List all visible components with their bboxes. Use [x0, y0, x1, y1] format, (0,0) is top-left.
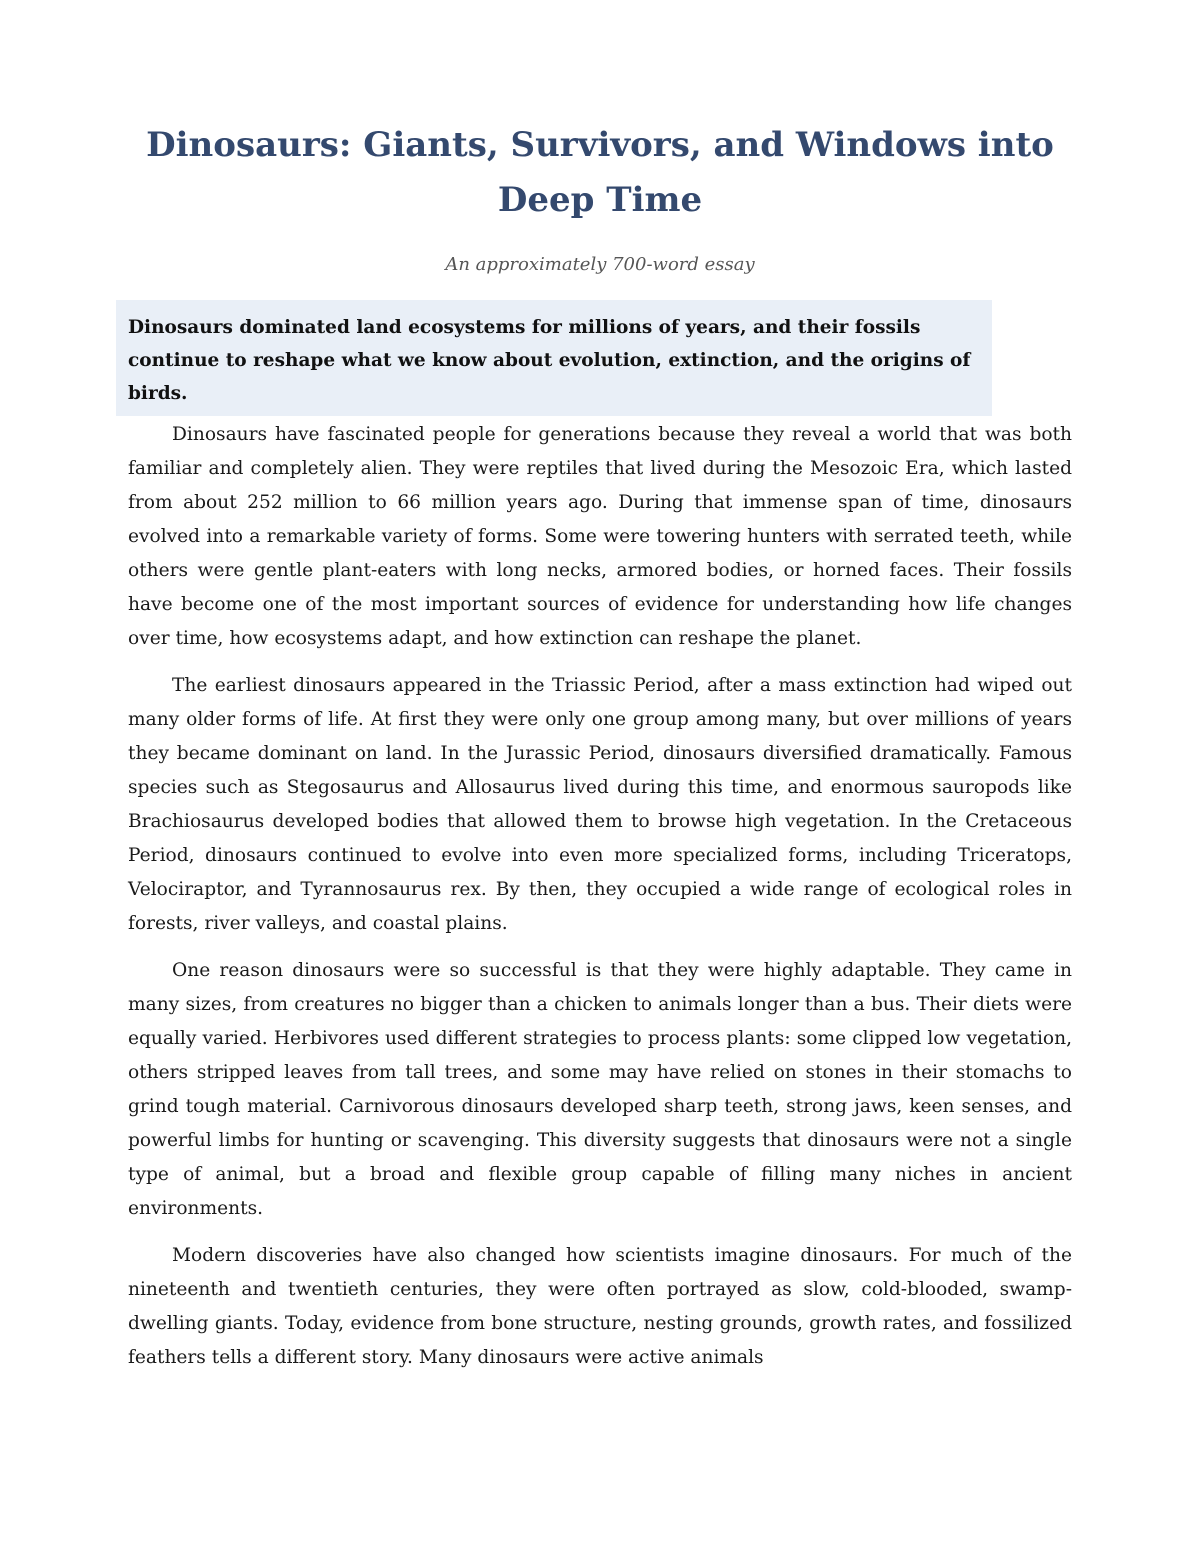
paragraph: One reason dinosaurs were so successful is that they were highly adaptable. They came in many sizes, from creatures no bigger than a chicken to animals longer than a bus. Their diets were equally varied. Herbivores used different strategies to process plants: some clipped low vegetation, others stripped leaves from tall trees, and some may have relied on stones in their stomachs to grind tough material. Carnivorous dinosaurs developed sharp teeth, strong jaws, keen senses, and powerful limbs for hunting or scavenging. This diversity suggests that dinosaurs were not a single type of animal, but a broad and flexible group capable of filling many niches in ancient environments. — [128, 960, 1072, 1219]
document-title: Dinosaurs: Giants, Survivors, and Windows into Deep Time — [146, 125, 1054, 220]
paragraph: The earliest dinosaurs appeared in the Triassic Period, after a mass extinction had wiped out many older forms of life. At first they were only one group among many, but over millions of years they became dominant on land. In the Jurassic Period, dinosaurs diversified dramatically. Famous species such as Stegosaurus and Allosaurus lived during this time, and enormous sauropods like Brachiosaurus developed bodies that allowed them to browse high vegetation. In the Cretaceous Period, dinosaurs continued to evolve into even more specialized forms, including Triceratops, Velociraptor, and Tyrannosaurus rex. By then, they occupied a wide range of ecological roles in forests, river valleys, and coastal plains. — [128, 675, 1072, 934]
summary-callout — [116, 300, 992, 416]
document-subtitle: An approximately 700-word essay — [445, 254, 755, 275]
paragraph: Dinosaurs have fascinated people for generations because they reveal a world that was both familiar and completely alien. They were reptiles that lived during the Mesozoic Era, which lasted from about 252 million to 66 million years ago. During that immense span of time, dinosaurs evolved into a remarkable variety of forms. Some were towering hunters with serrated teeth, while others were gentle plant-eaters with long necks, armored bodies, or horned faces. Their fossils have become one of the most important sources of evidence for understanding how life changes over time, how ecosystems adapt, and how extinction can reshape the planet. — [128, 424, 1072, 649]
essay-body — [128, 418, 1072, 1388]
paragraph: Modern discoveries have also changed how scientists imagine dinosaurs. For much of the nineteenth and twentieth centuries, they were often portrayed as slow, cold-blooded, swamp-dwelling giants. Today, evidence from bone structure, nesting grounds, growth rates, and fossilized feathers tells a different story. Many dinosaurs were active animals — [128, 1245, 1072, 1368]
callout-text: Dinosaurs dominated land ecosystems for millions of years, and their fossils continue to reshape what we know about evolution, extinction, and the origins of birds. — [128, 317, 971, 404]
